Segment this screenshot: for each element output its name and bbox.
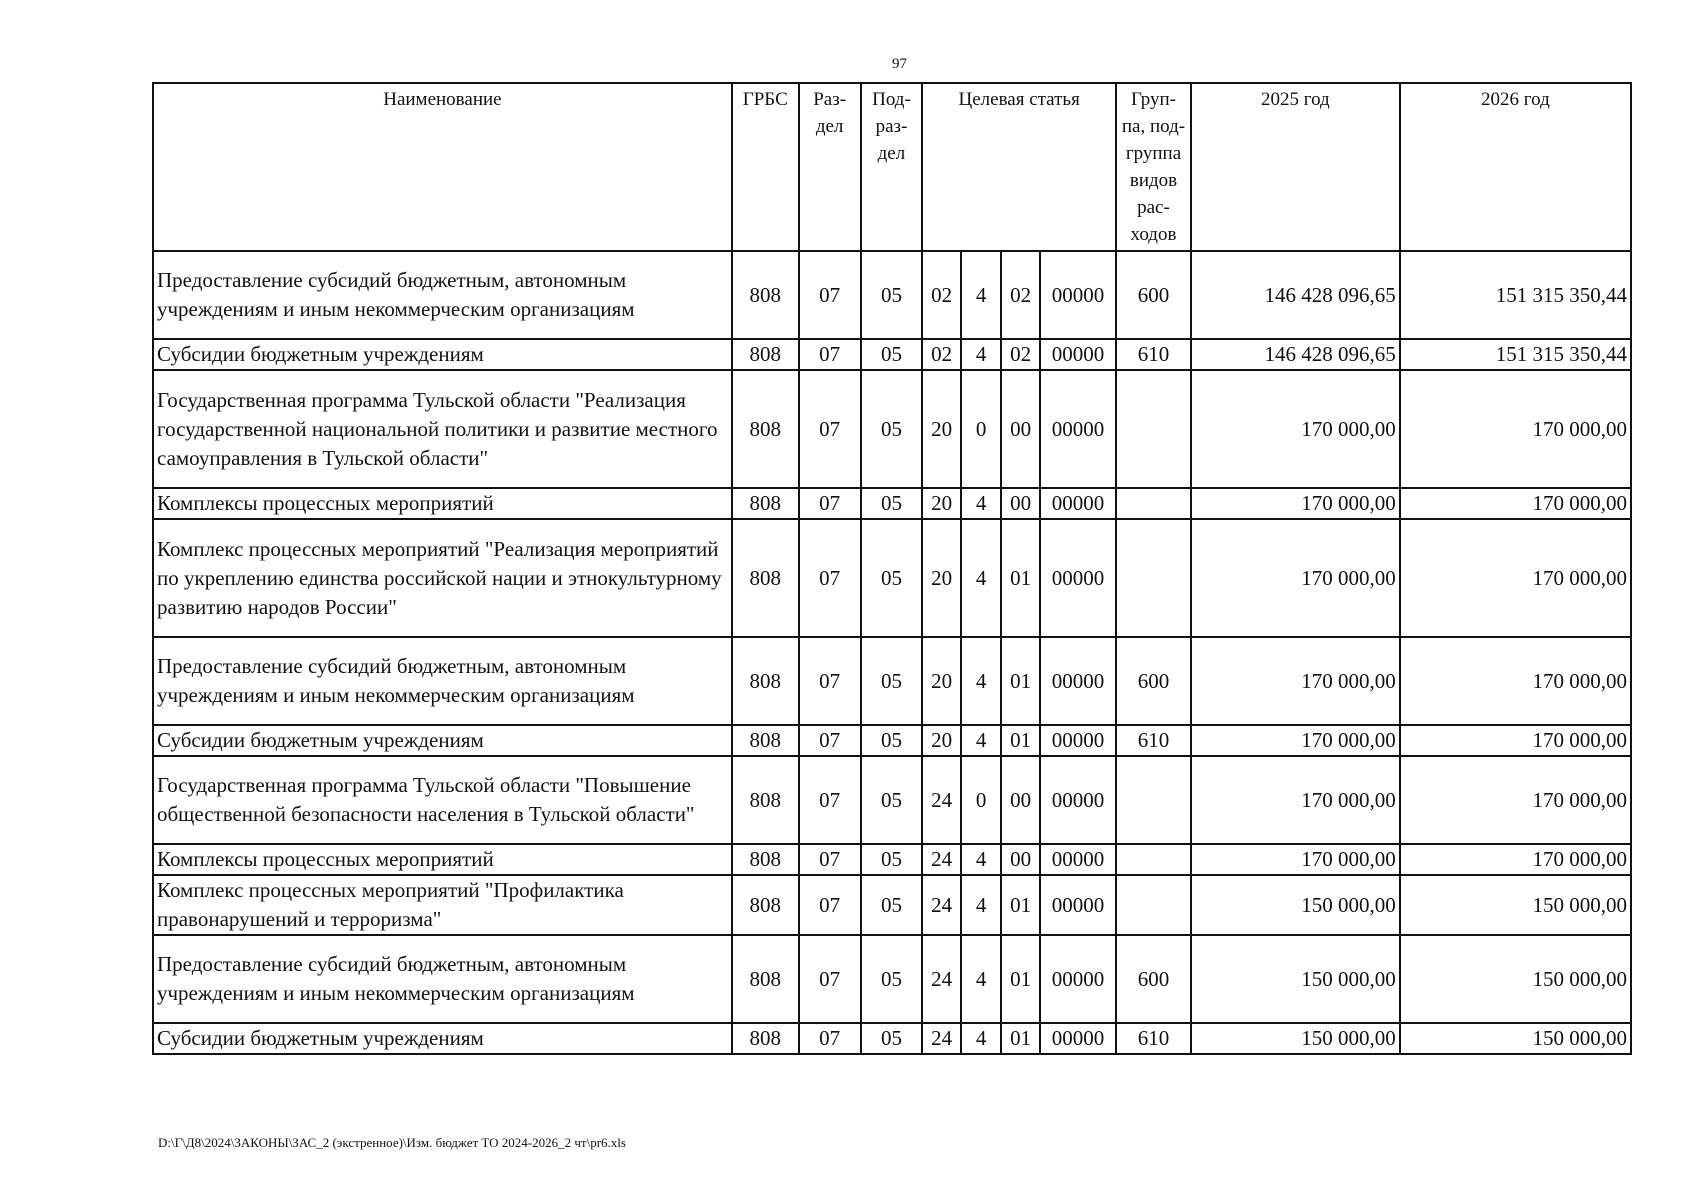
row-razdel: 07 (799, 637, 861, 725)
row-expense-group: 610 (1116, 339, 1191, 370)
table-row (153, 935, 1631, 1023)
row-podrazdel: 05 (861, 339, 923, 370)
row-name: Комплекс процессных мероприятий "Реализация мероприятий по укреплению единства российской нации и этнокультурному развитию народов России" (153, 519, 732, 637)
row-amount-2026: 170 000,00 (1400, 637, 1631, 725)
row-amount-2025: 150 000,00 (1191, 1023, 1400, 1054)
header-podrazdel: Под-раз-дел (861, 83, 923, 251)
row-amount-2026: 151 315 350,44 (1400, 251, 1631, 339)
row-target-type: 0 (961, 370, 1002, 488)
row-target-subprogram: 00 (1001, 370, 1040, 488)
row-podrazdel: 05 (861, 875, 923, 935)
row-name: Комплекс процессных мероприятий "Профилактика правонарушений и терроризма" (153, 875, 732, 935)
row-name: Предоставление субсидий бюджетным, автономным учреждениям и иным некоммерческим организациям (153, 935, 732, 1023)
row-amount-2026: 170 000,00 (1400, 844, 1631, 875)
row-podrazdel: 05 (861, 637, 923, 725)
row-podrazdel: 05 (861, 725, 923, 756)
table-row (153, 844, 1631, 875)
row-amount-2025: 170 000,00 (1191, 756, 1400, 844)
header-target-article: Целевая статья (922, 83, 1116, 251)
row-podrazdel: 05 (861, 251, 923, 339)
row-target-type: 4 (961, 488, 1002, 519)
row-razdel: 07 (799, 339, 861, 370)
row-amount-2025: 170 000,00 (1191, 488, 1400, 519)
row-podrazdel: 05 (861, 370, 923, 488)
row-name: Предоставление субсидий бюджетным, автономным учреждениям и иным некоммерческим организациям (153, 637, 732, 725)
row-target-type: 4 (961, 935, 1002, 1023)
row-amount-2026: 170 000,00 (1400, 519, 1631, 637)
row-podrazdel: 05 (861, 1023, 923, 1054)
table-body (153, 251, 1631, 1054)
row-target-program: 02 (922, 251, 961, 339)
row-target-subprogram: 01 (1001, 637, 1040, 725)
row-target-subprogram: 00 (1001, 756, 1040, 844)
table-row (153, 251, 1631, 339)
row-grbs: 808 (732, 370, 799, 488)
row-target-program: 20 (922, 519, 961, 637)
row-target-type: 4 (961, 725, 1002, 756)
page-number: 97 (892, 56, 907, 72)
row-razdel: 07 (799, 370, 861, 488)
row-grbs: 808 (732, 519, 799, 637)
row-target-direction: 00000 (1040, 519, 1116, 637)
row-expense-group (1116, 519, 1191, 637)
table-row (153, 1023, 1631, 1054)
row-grbs: 808 (732, 935, 799, 1023)
row-amount-2026: 151 315 350,44 (1400, 339, 1631, 370)
row-expense-group (1116, 370, 1191, 488)
row-target-type: 4 (961, 251, 1002, 339)
row-amount-2026: 170 000,00 (1400, 370, 1631, 488)
row-target-type: 4 (961, 637, 1002, 725)
table-row (153, 637, 1631, 725)
row-razdel: 07 (799, 251, 861, 339)
row-amount-2025: 170 000,00 (1191, 370, 1400, 488)
table-row (153, 370, 1631, 488)
row-expense-group: 600 (1116, 935, 1191, 1023)
row-razdel: 07 (799, 844, 861, 875)
row-target-direction: 00000 (1040, 875, 1116, 935)
table-row (153, 339, 1631, 370)
row-target-program: 24 (922, 935, 961, 1023)
footer-file-path: D:\Г\Д8\2024\ЗАКОНЫ\ЗАС_2 (экстренное)\Изм. бюджет ТО 2024-2026_2 чт\pr6.xls (158, 1135, 626, 1150)
row-podrazdel: 05 (861, 844, 923, 875)
table-row (153, 725, 1631, 756)
row-amount-2026: 150 000,00 (1400, 875, 1631, 935)
row-expense-group: 600 (1116, 251, 1191, 339)
row-target-type: 4 (961, 519, 1002, 637)
row-target-subprogram: 02 (1001, 251, 1040, 339)
header-expense-group: Груп-па, под-группа видов рас-ходов (1116, 83, 1191, 251)
row-expense-group: 610 (1116, 1023, 1191, 1054)
row-razdel: 07 (799, 1023, 861, 1054)
row-target-direction: 00000 (1040, 725, 1116, 756)
row-name: Государственная программа Тульской области "Повышение общественной безопасности населения в Тульской области" (153, 756, 732, 844)
row-amount-2026: 170 000,00 (1400, 488, 1631, 519)
row-target-program: 20 (922, 637, 961, 725)
row-grbs: 808 (732, 844, 799, 875)
row-amount-2025: 146 428 096,65 (1191, 339, 1400, 370)
row-podrazdel: 05 (861, 519, 923, 637)
row-grbs: 808 (732, 1023, 799, 1054)
row-amount-2026: 170 000,00 (1400, 756, 1631, 844)
row-name: Субсидии бюджетным учреждениям (153, 725, 732, 756)
row-name: Государственная программа Тульской области "Реализация государственной национальной политики и развитие местного самоуправления в Тульской области" (153, 370, 732, 488)
row-amount-2025: 170 000,00 (1191, 637, 1400, 725)
row-razdel: 07 (799, 488, 861, 519)
row-podrazdel: 05 (861, 935, 923, 1023)
row-target-direction: 00000 (1040, 935, 1116, 1023)
table-header-row (153, 83, 1631, 251)
row-target-type: 0 (961, 756, 1002, 844)
row-grbs: 808 (732, 756, 799, 844)
row-amount-2025: 170 000,00 (1191, 725, 1400, 756)
row-name: Субсидии бюджетным учреждениям (153, 339, 732, 370)
row-expense-group (1116, 844, 1191, 875)
row-razdel: 07 (799, 935, 861, 1023)
budget-table (152, 82, 1632, 1055)
row-expense-group: 610 (1116, 725, 1191, 756)
row-grbs: 808 (732, 251, 799, 339)
row-target-direction: 00000 (1040, 756, 1116, 844)
row-target-program: 20 (922, 725, 961, 756)
row-expense-group: 600 (1116, 637, 1191, 725)
row-name: Субсидии бюджетным учреждениям (153, 1023, 732, 1054)
row-target-program: 20 (922, 488, 961, 519)
row-grbs: 808 (732, 488, 799, 519)
row-amount-2025: 170 000,00 (1191, 844, 1400, 875)
row-target-program: 24 (922, 844, 961, 875)
table-row (153, 756, 1631, 844)
row-expense-group (1116, 488, 1191, 519)
row-razdel: 07 (799, 725, 861, 756)
row-expense-group (1116, 875, 1191, 935)
table-row (153, 519, 1631, 637)
header-year-2025: 2025 год (1191, 83, 1400, 251)
row-target-subprogram: 01 (1001, 519, 1040, 637)
row-target-subprogram: 00 (1001, 844, 1040, 875)
row-amount-2025: 150 000,00 (1191, 935, 1400, 1023)
row-target-subprogram: 01 (1001, 725, 1040, 756)
row-amount-2025: 150 000,00 (1191, 875, 1400, 935)
row-expense-group (1116, 756, 1191, 844)
row-target-program: 24 (922, 875, 961, 935)
row-razdel: 07 (799, 519, 861, 637)
row-grbs: 808 (732, 725, 799, 756)
row-target-program: 24 (922, 756, 961, 844)
row-target-subprogram: 01 (1001, 935, 1040, 1023)
row-target-subprogram: 01 (1001, 1023, 1040, 1054)
row-target-type: 4 (961, 339, 1002, 370)
header-name: Наименование (153, 83, 732, 251)
header-grbs: ГРБС (732, 83, 799, 251)
row-target-subprogram: 01 (1001, 875, 1040, 935)
row-target-type: 4 (961, 844, 1002, 875)
row-podrazdel: 05 (861, 756, 923, 844)
row-target-subprogram: 00 (1001, 488, 1040, 519)
row-amount-2025: 146 428 096,65 (1191, 251, 1400, 339)
row-grbs: 808 (732, 637, 799, 725)
table-row (153, 488, 1631, 519)
row-razdel: 07 (799, 875, 861, 935)
row-target-program: 20 (922, 370, 961, 488)
table-row (153, 875, 1631, 935)
header-year-2026: 2026 год (1400, 83, 1631, 251)
row-name: Комплексы процессных мероприятий (153, 844, 732, 875)
row-target-program: 24 (922, 1023, 961, 1054)
row-name: Комплексы процессных мероприятий (153, 488, 732, 519)
row-target-direction: 00000 (1040, 1023, 1116, 1054)
row-target-direction: 00000 (1040, 637, 1116, 725)
row-target-type: 4 (961, 1023, 1002, 1054)
row-target-type: 4 (961, 875, 1002, 935)
header-razdel: Раз-дел (799, 83, 861, 251)
row-amount-2026: 150 000,00 (1400, 935, 1631, 1023)
row-target-direction: 00000 (1040, 251, 1116, 339)
row-razdel: 07 (799, 756, 861, 844)
row-target-subprogram: 02 (1001, 339, 1040, 370)
row-target-direction: 00000 (1040, 370, 1116, 488)
row-target-direction: 00000 (1040, 339, 1116, 370)
row-target-direction: 00000 (1040, 488, 1116, 519)
row-grbs: 808 (732, 875, 799, 935)
row-amount-2025: 170 000,00 (1191, 519, 1400, 637)
row-name: Предоставление субсидий бюджетным, автономным учреждениям и иным некоммерческим организациям (153, 251, 732, 339)
row-grbs: 808 (732, 339, 799, 370)
row-podrazdel: 05 (861, 488, 923, 519)
row-amount-2026: 170 000,00 (1400, 725, 1631, 756)
row-amount-2026: 150 000,00 (1400, 1023, 1631, 1054)
row-target-direction: 00000 (1040, 844, 1116, 875)
row-target-program: 02 (922, 339, 961, 370)
